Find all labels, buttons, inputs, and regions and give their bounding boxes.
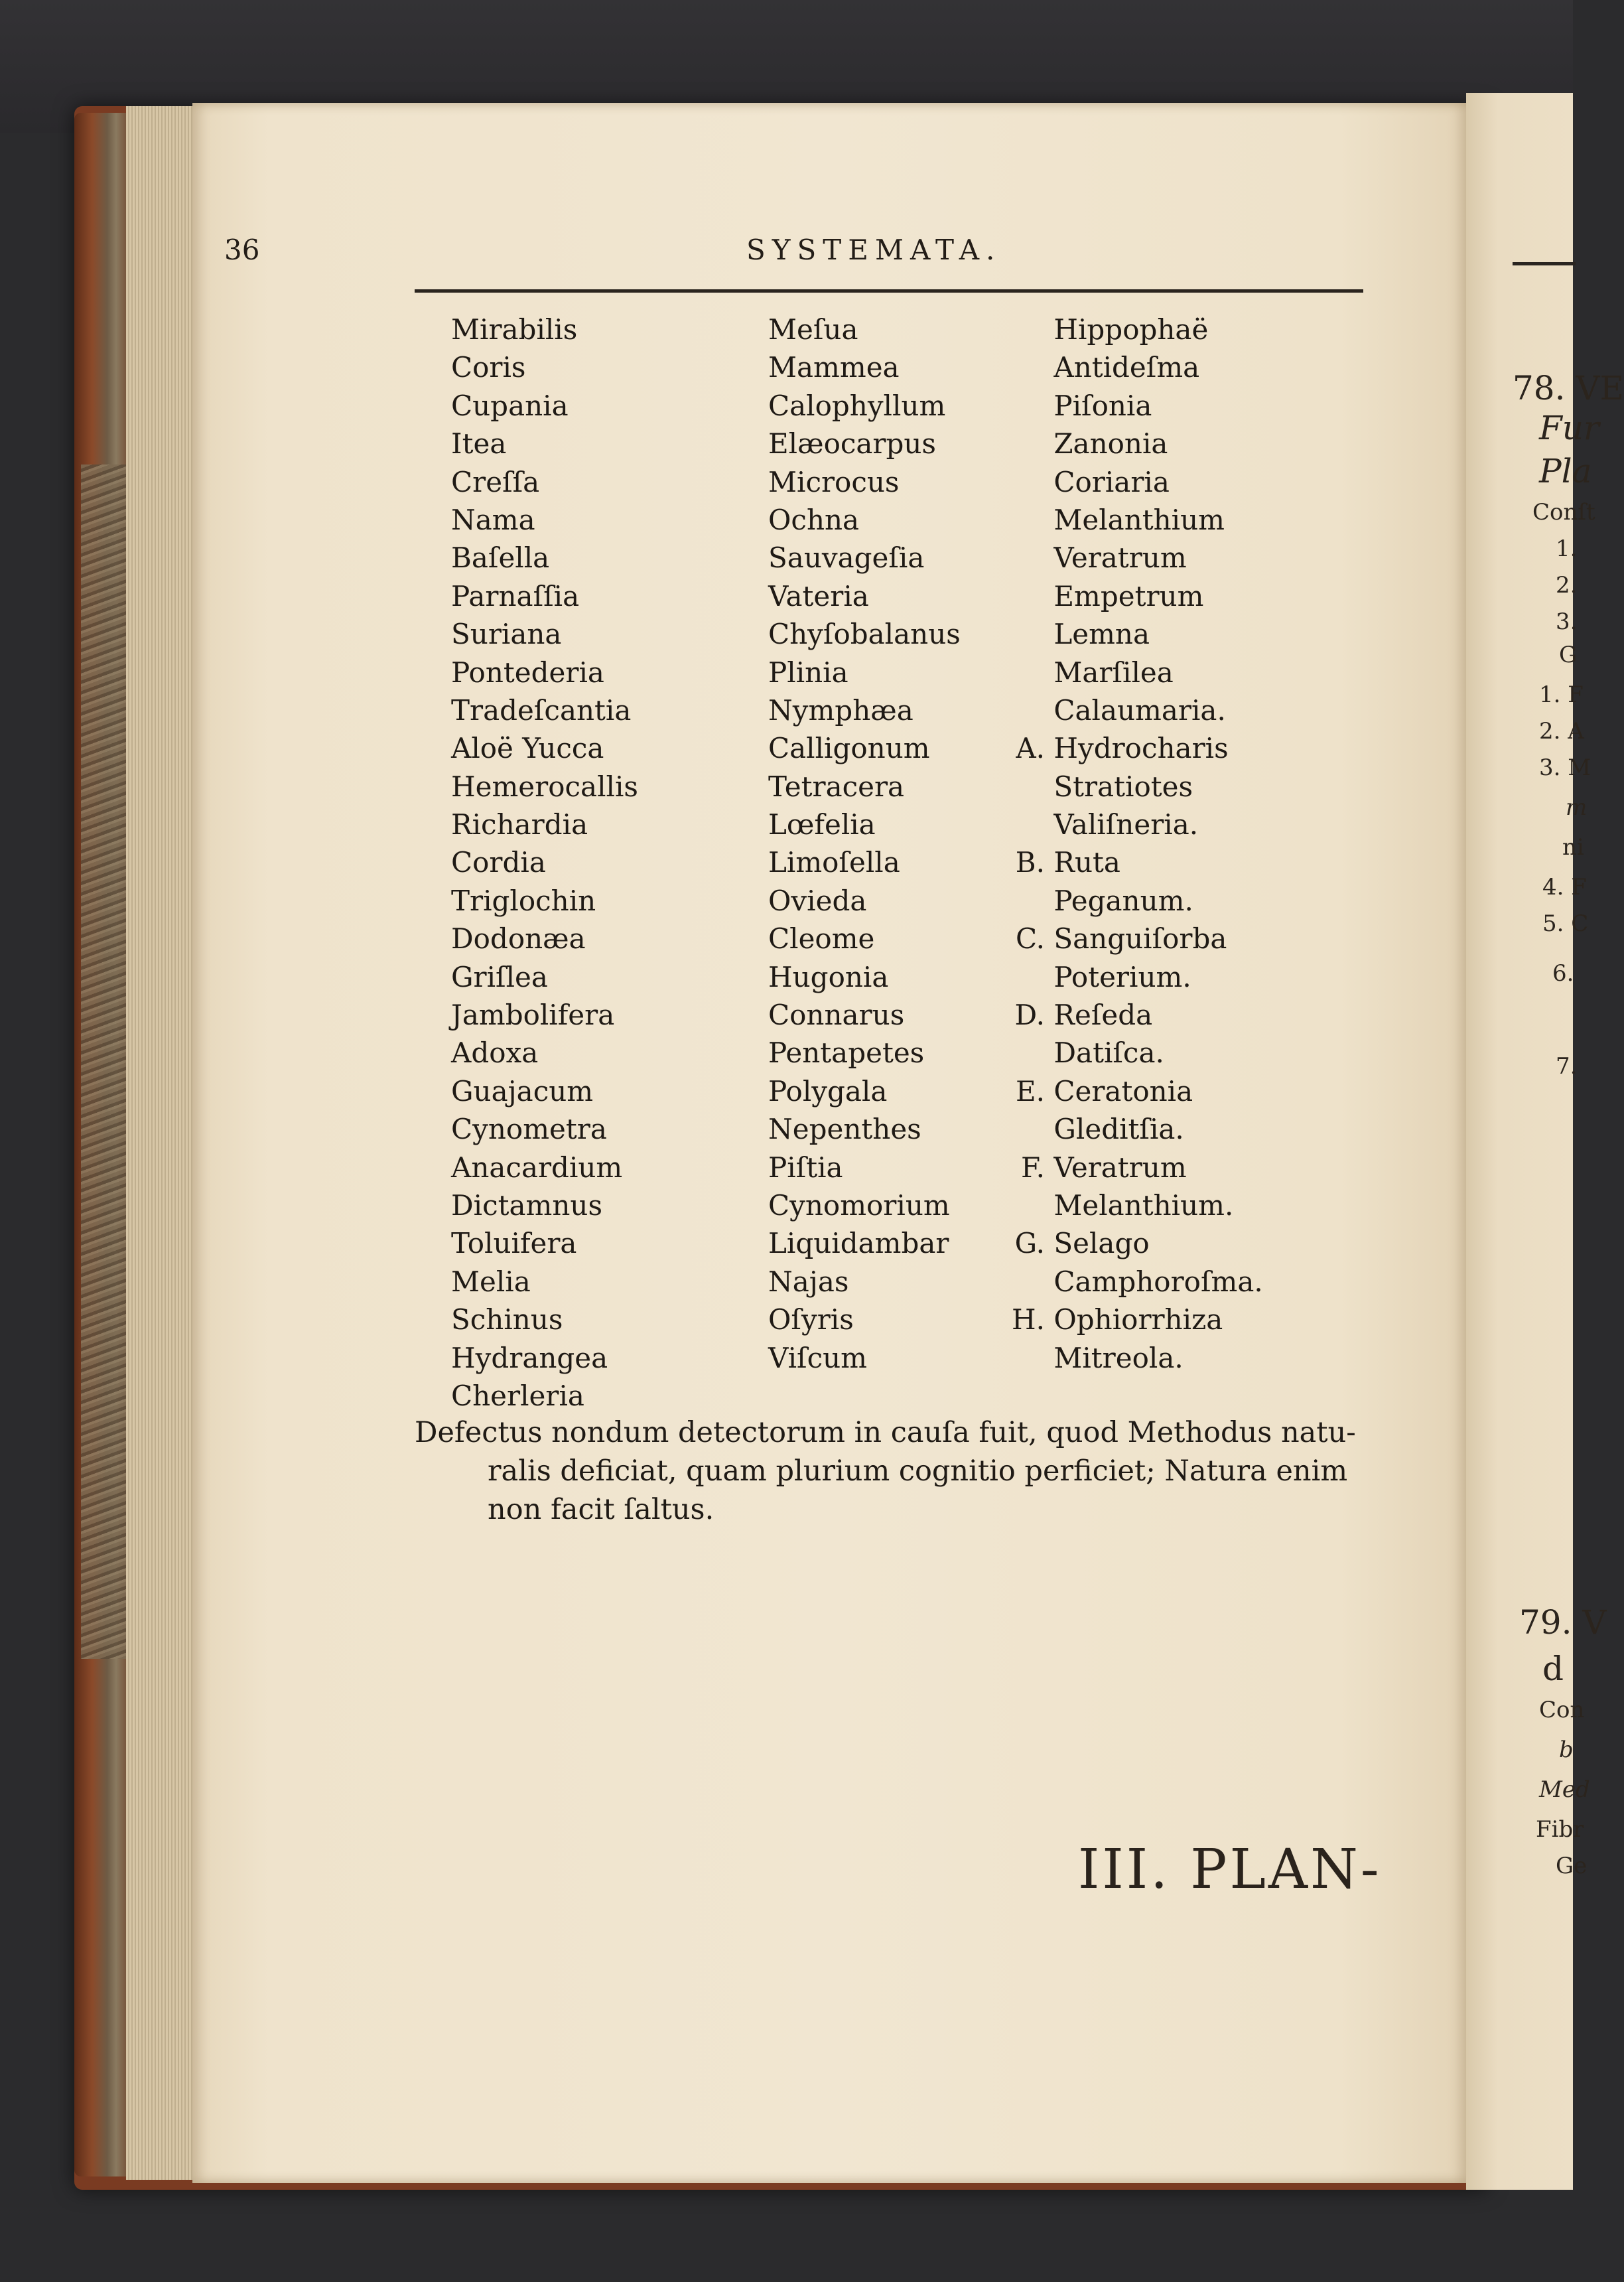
- genus-entry: Richardia: [451, 808, 588, 841]
- facing-page-text: 4. F: [1542, 874, 1587, 900]
- genus-name: Datiſca.: [1053, 1036, 1164, 1070]
- genus-entry: Nepenthes: [768, 1113, 921, 1146]
- genus-name: Sanguiſorba: [1053, 922, 1227, 956]
- facing-page-text: 7.: [1556, 1053, 1578, 1080]
- facing-page-text: ni: [1562, 834, 1584, 861]
- genus-entry: Microcus: [768, 465, 900, 498]
- genus-name: Melanthium.: [1053, 1188, 1234, 1222]
- genus-entry: Liquidambar: [768, 1227, 949, 1260]
- genus-entry: Baſella: [451, 541, 550, 575]
- genus-name: Poterium.: [1053, 960, 1191, 993]
- genus-entry: [1045, 1339, 1263, 1377]
- facing-page-text: 3.: [1556, 608, 1578, 635]
- facing-page-text: Med: [1539, 1776, 1590, 1803]
- facing-page: [1466, 93, 1624, 2190]
- genus-entry: Griſlea: [451, 960, 548, 993]
- genera-column-1: [451, 311, 638, 1415]
- genus-name: Empetrum: [1053, 579, 1204, 612]
- group-letter: B.: [1015, 846, 1045, 879]
- genus-entry: [1014, 996, 1263, 1034]
- genus-name: Stratiotes: [1053, 770, 1193, 803]
- genus-entry: [1045, 1034, 1263, 1072]
- facing-page-text: b: [1559, 1737, 1574, 1763]
- genus-entry: [1045, 387, 1263, 425]
- header-rule: [415, 289, 1363, 293]
- facing-page-text: Con: [1539, 1697, 1585, 1723]
- genus-entry: [1045, 577, 1263, 615]
- genus-entry: [1045, 501, 1263, 539]
- genus-entry: Adoxa: [451, 1036, 539, 1070]
- footnote-paragraph: [415, 1413, 1367, 1529]
- group-letter: F.: [1021, 1151, 1045, 1184]
- genus-name: Ruta: [1053, 846, 1120, 879]
- genus-name: Veratrum: [1053, 541, 1187, 575]
- genus-entry: Calophyllum: [768, 389, 946, 422]
- genus-entry: Cynomorium: [768, 1188, 950, 1222]
- group-letter: E.: [1015, 1074, 1045, 1107]
- genus-entry: Hydrangea: [451, 1341, 608, 1374]
- genus-entry: Dodonæa: [451, 922, 586, 956]
- genus-entry: Suriana: [451, 618, 562, 651]
- genus-entry: [1045, 615, 1263, 653]
- footnote-line: non facit ſaltus.: [488, 1493, 714, 1526]
- genus-entry: Limoſella: [768, 846, 900, 879]
- facing-page-text: 6.: [1552, 960, 1574, 987]
- facing-page-text: 3. M: [1539, 754, 1591, 781]
- genus-entry: [1045, 539, 1263, 577]
- genus-name: Peganum.: [1053, 884, 1193, 917]
- group-letter: C.: [1016, 922, 1045, 956]
- group-letter: A.: [1016, 732, 1045, 765]
- genus-name: Veratrum: [1053, 1151, 1187, 1184]
- genus-entry: Cupania: [451, 389, 569, 422]
- page-number: 36: [224, 234, 260, 266]
- genus-entry: Meſua: [768, 313, 858, 346]
- genus-entry: Anacardium: [451, 1151, 623, 1184]
- facing-page-text: Fur: [1539, 409, 1599, 447]
- genus-entry: Aloë Yucca: [451, 732, 604, 765]
- genus-entry: Oſyris: [768, 1303, 854, 1336]
- genus-name: Lemna: [1053, 618, 1150, 651]
- genus-entry: Cleome: [768, 922, 875, 956]
- genus-entry: Coris: [451, 351, 526, 384]
- genus-entry: Tradeſcantia: [451, 693, 632, 727]
- genus-name: Gleditſia.: [1053, 1113, 1184, 1146]
- genus-entry: [1014, 1224, 1263, 1262]
- genus-name: Marſilea: [1053, 656, 1174, 689]
- catchword-section-title: III. PLAN-: [1078, 1838, 1382, 1901]
- facing-page-text: 1.: [1556, 535, 1578, 562]
- genus-name: Zanonia: [1053, 427, 1168, 461]
- genus-name: Piſonia: [1053, 389, 1152, 422]
- facing-page-text: G: [1559, 642, 1578, 668]
- genus-entry: [1045, 311, 1263, 348]
- facing-page-text: 1. F: [1539, 681, 1584, 708]
- genus-entry: Toluifera: [451, 1227, 577, 1260]
- genus-entry: [1045, 1263, 1263, 1301]
- genus-entry: Ochna: [768, 503, 860, 536]
- genus-entry: Calligonum: [768, 732, 930, 765]
- facing-page-text: 79. V: [1519, 1603, 1607, 1642]
- genus-entry: Cordia: [451, 846, 546, 879]
- genus-name: Selago: [1053, 1227, 1150, 1260]
- genus-entry: Plinia: [768, 656, 848, 689]
- genus-entry: Guajacum: [451, 1074, 594, 1107]
- genus-entry: [1045, 691, 1263, 729]
- genus-name: Ophiorrhiza: [1053, 1303, 1223, 1336]
- genus-entry: Hemerocallis: [451, 770, 638, 803]
- genus-entry: Piſtia: [768, 1151, 843, 1184]
- genus-entry: Viſcum: [768, 1341, 867, 1374]
- facing-page-rule: [1513, 262, 1576, 265]
- facing-page-text: d: [1542, 1650, 1564, 1688]
- genus-entry: Pontederia: [451, 656, 604, 689]
- facing-page-text: Ge: [1556, 1853, 1588, 1879]
- genus-entry: Tetracera: [768, 770, 905, 803]
- genus-entry: Itea: [451, 427, 507, 461]
- genus-entry: [1021, 1149, 1263, 1186]
- genus-entry: [1045, 463, 1263, 501]
- marbled-board: [81, 464, 127, 1659]
- facing-page-text: 2. A: [1539, 718, 1584, 745]
- genus-entry: Schinus: [451, 1303, 563, 1336]
- genus-entry: Creſſa: [451, 465, 540, 498]
- facing-page-text: 2.: [1556, 572, 1578, 599]
- genus-entry: [1015, 843, 1263, 881]
- genus-entry: Triglochin: [451, 884, 596, 917]
- genus-entry: Cynometra: [451, 1113, 607, 1146]
- genus-entry: Dictamnus: [451, 1188, 603, 1222]
- genus-entry: Mammea: [768, 351, 900, 384]
- genus-entry: Nama: [451, 503, 535, 536]
- genus-name: Coriaria: [1053, 465, 1170, 498]
- genus-entry: [1045, 348, 1263, 386]
- genus-name: Camphoroſma.: [1053, 1265, 1263, 1298]
- genus-entry: Melia: [451, 1265, 531, 1298]
- genus-entry: Cherleria: [451, 1379, 584, 1412]
- genus-entry: [1045, 425, 1263, 463]
- genus-entry: Jambolifera: [451, 999, 615, 1032]
- running-head: SYSTEMATA.: [746, 234, 1002, 266]
- genus-entry: [1045, 806, 1263, 843]
- genus-name: Mitreola.: [1053, 1341, 1184, 1374]
- footnote-line: ralis deficiat, quam plurium cognitio perficiet; Natura enim: [488, 1455, 1348, 1488]
- genus-entry: Vateria: [768, 579, 869, 612]
- genus-entry: Parnaſſia: [451, 579, 580, 612]
- genus-name: Hydrocharis: [1053, 732, 1229, 765]
- genus-entry: Mirabilis: [451, 313, 578, 346]
- genus-name: Calaumaria.: [1053, 693, 1226, 727]
- facing-page-text: 78. VE: [1513, 369, 1624, 407]
- facing-page-text: Pla: [1539, 452, 1592, 490]
- facing-page-text: 5. C: [1542, 910, 1589, 937]
- genus-name: Melanthium: [1053, 503, 1225, 536]
- genus-entry: Nymphæa: [768, 693, 914, 727]
- genus-entry: Connarus: [768, 999, 905, 1032]
- facing-page-text: m: [1566, 794, 1588, 821]
- genus-entry: [1015, 1072, 1263, 1110]
- genus-name: Reſeda: [1053, 999, 1153, 1032]
- genus-entry: [1045, 654, 1263, 691]
- genus-name: Valiſneria.: [1053, 808, 1199, 841]
- genus-entry: [1045, 768, 1263, 806]
- genus-name: Antideſma: [1053, 351, 1200, 384]
- group-letter: D.: [1014, 999, 1045, 1032]
- page-edges: [126, 106, 199, 2180]
- genus-entry: Sauvageſia: [768, 541, 925, 575]
- genus-entry: [1045, 958, 1263, 996]
- genus-entry: [1045, 1110, 1263, 1148]
- group-letter: G.: [1014, 1227, 1045, 1260]
- genus-entry: [1045, 1186, 1263, 1224]
- genus-entry: [1045, 882, 1263, 920]
- genus-entry: Polygala: [768, 1074, 888, 1107]
- genus-entry: Pentapetes: [768, 1036, 925, 1070]
- genus-entry: Hugonia: [768, 960, 889, 993]
- genus-name: Hippophaë: [1053, 313, 1209, 346]
- genus-entry: Najas: [768, 1265, 849, 1298]
- genera-column-2: [768, 311, 961, 1377]
- genus-entry: Chyſobalanus: [768, 618, 961, 651]
- group-letter: H.: [1012, 1303, 1045, 1336]
- genus-entry: [1016, 920, 1263, 958]
- genus-entry: Ovieda: [768, 884, 867, 917]
- facing-page-text: Conſt: [1532, 499, 1595, 526]
- genus-name: Ceratonia: [1053, 1074, 1193, 1107]
- genus-entry: Lœfelia: [768, 808, 876, 841]
- genus-entry: Elæocarpus: [768, 427, 936, 461]
- footnote-line: Defectus nondum detectorum in cauſa fuit, quod Methodus natu-: [415, 1416, 1356, 1449]
- genus-entry: [1012, 1301, 1263, 1338]
- genera-column-3: [1012, 311, 1263, 1377]
- facing-page-text: Fibr: [1536, 1816, 1584, 1843]
- genus-entry: [1016, 729, 1263, 767]
